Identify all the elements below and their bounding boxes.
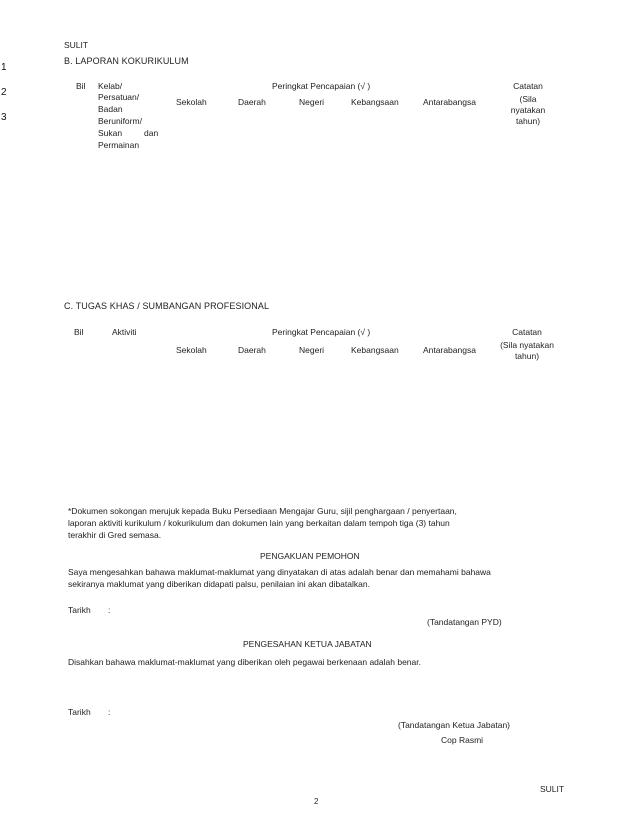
footnote-line: laporan aktiviti kurikulum / kokurikulum dan dokumen lain yang berkaitan dalam tempoh tiga (3) tahun — [68, 518, 450, 528]
col-bil: Bil — [76, 81, 86, 91]
catatan-note-line: nyatakan — [510, 105, 546, 115]
tarikh-label: Tarikh — [68, 707, 91, 717]
catatan-note-line: (Sila — [519, 94, 537, 104]
catatan-note-line: (Sila nyatakan — [500, 340, 554, 350]
col-kelab-line: Badan — [98, 104, 123, 114]
footnote-line: *Dokumen sokongan merujuk kepada Buku Persediaan Mengajar Guru, sijil penghargaan / penyertaan, — [68, 506, 457, 516]
signature-ketua-jabatan: (Tandatangan Ketua Jabatan) — [398, 720, 511, 730]
line-number: 3 — [1, 112, 7, 123]
col-kelab-line: Permainan — [98, 140, 140, 150]
catatan-note-line: tahun) — [514, 351, 540, 361]
section-b-title: B. LAPORAN KOKURIKULUM — [64, 56, 189, 66]
section-c-title: C. TUGAS KHAS / SUMBANGAN PROFESIONAL — [64, 301, 270, 311]
footnote-line: terakhir di Gred semasa. — [68, 530, 162, 540]
col-kelab-line: Persatuan/ — [98, 92, 140, 102]
col-kelab-line: Beruniform/ — [98, 116, 142, 126]
catatan-note-line: tahun) — [515, 116, 541, 126]
col-catatan: Catatan — [513, 81, 543, 91]
level-kebangsaan: Kebangsaan — [351, 345, 399, 355]
tarikh-colon: : — [108, 707, 111, 717]
level-kebangsaan: Kebangsaan — [351, 97, 399, 107]
pengakuan-text-line: Saya mengesahkan bahawa maklumat-maklumat yang dinyatakan di atas adalah benar dan memahami bahawa — [68, 567, 491, 577]
col-aktiviti: Aktiviti — [112, 327, 137, 337]
level-sekolah: Sekolah — [176, 345, 207, 355]
classification-label-bottom: SULIT — [540, 784, 565, 794]
col-kelab-line: Kelab/ — [98, 81, 123, 91]
col-kelab-line: Sukan — [98, 128, 123, 138]
level-antarabangsa: Antarabangsa — [423, 97, 476, 107]
pengesahan-title: PENGESAHAN KETUA JABATAN — [243, 639, 372, 649]
official-stamp-label: Cop Rasmi — [441, 735, 484, 745]
tarikh-label: Tarikh — [68, 605, 91, 615]
pengakuan-text-line: sekiranya maklumat yang diberikan didapati palsu, penilaian ini akan dibatalkan. — [68, 579, 370, 589]
pengakuan-title: PENGAKUAN PEMOHON — [260, 551, 360, 561]
col-kelab-line: dan — [144, 128, 159, 138]
line-number: 2 — [1, 87, 7, 98]
classification-label-top: SULIT — [64, 40, 89, 50]
col-peringkat: Peringkat Pencapaian (√ ) — [272, 81, 371, 91]
page-number: 2 — [314, 797, 319, 806]
level-negeri: Negeri — [299, 345, 325, 355]
col-catatan: Catatan — [512, 327, 542, 337]
level-negeri: Negeri — [299, 97, 325, 107]
level-daerah: Daerah — [238, 345, 266, 355]
col-peringkat: Peringkat Pencapaian (√ ) — [272, 327, 371, 337]
line-number: 1 — [1, 62, 7, 73]
level-antarabangsa: Antarabangsa — [423, 345, 476, 355]
level-sekolah: Sekolah — [176, 97, 207, 107]
col-bil: Bil — [74, 327, 84, 337]
signature-pyd: (Tandatangan PYD) — [427, 617, 502, 627]
pengesahan-text: Disahkan bahawa maklumat-maklumat yang diberikan oleh pegawai berkenaan adalah benar. — [68, 657, 421, 667]
tarikh-colon: : — [108, 605, 111, 615]
level-daerah: Daerah — [238, 97, 266, 107]
